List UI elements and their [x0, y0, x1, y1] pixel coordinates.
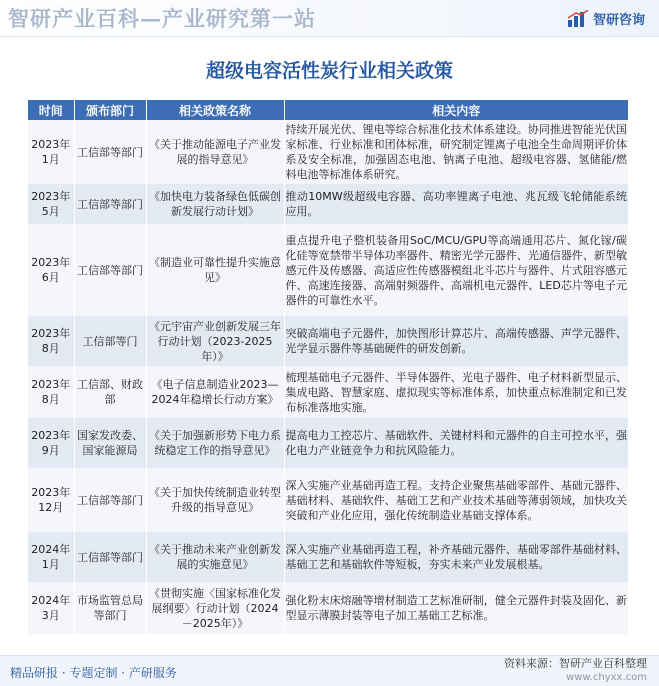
table-row — [28, 468, 628, 532]
cell-time: 2023年8月 — [28, 316, 74, 366]
cell-time: 2024年3月 — [28, 582, 74, 634]
cell-policy-name: 《制造业可靠性提升实施意见》 — [146, 224, 284, 316]
cell-dept: 工信部等部门 — [74, 224, 146, 316]
document-title: 超级电容活性炭行业相关政策 — [205, 60, 453, 82]
table-row — [28, 184, 628, 224]
table-row — [28, 224, 628, 316]
cell-time: 2023年8月 — [28, 366, 74, 418]
cell-dept: 工信部等部门 — [74, 120, 146, 184]
column-header-policy-name: 相关政策名称 — [146, 100, 284, 120]
source-note: 资料来源：智研产业百科整理 — [504, 657, 647, 670]
table-row — [28, 366, 628, 418]
cell-dept: 工信部等部门 — [74, 184, 146, 224]
cell-dept: 工信部等部门 — [74, 468, 146, 532]
cell-content: 推动10MW级超级电容器、高功率锂离子电池、兆瓦级飞轮储能系统应用。 — [284, 184, 628, 224]
brand-logo[interactable] — [567, 9, 645, 28]
cell-dept: 工信部、财政部 — [74, 366, 146, 418]
cell-content: 深入实施产业基础再造工程。支持企业聚焦基础零部件、基础元器件、基础材料、基础软件、基础工艺和产业技术基础等薄弱领域，加快攻关突破和产业化应用，强化传统制造业基础支撑体系。 — [284, 468, 628, 532]
cell-policy-name: 《关于加强新形势下电力系统稳定工作的指导意见》 — [146, 418, 284, 468]
chart-bars-icon — [567, 10, 589, 28]
site-title: 智研产业百科—产业研究第一站 — [8, 6, 316, 31]
cell-policy-name: 《贯彻实施〈国家标准化发展纲要〉行动计划（2024－2025年）》 — [146, 582, 284, 634]
table-row — [28, 582, 628, 634]
cell-policy-name: 《加快电力装备绿色低碳创新发展行动计划》 — [146, 184, 284, 224]
page-footer — [0, 655, 659, 686]
top-banner — [0, 0, 659, 37]
cell-policy-name: 《关于推动能源电子产业发展的指导意见》 — [146, 120, 284, 184]
cell-content: 重点提升电子整机装备用SoC/MCU/GPU等高端通用芯片、氮化镓/碳化硅等宽禁带半导体功率器件、精密光学元器件、光通信器件、新型敏感元件及传感器、高适应性传感器模组北斗芯片与器件、片式阻容感元件、高速连接器、高端射频器件、高端机电元器件、LED芯片等电子元器件的可靠性水平。 — [284, 224, 628, 316]
cell-content: 强化粉末床熔融等增材制造工艺标准研制，健全元器件封装及固化、新型显示薄膜封装等电子加工基础工艺标准。 — [284, 582, 628, 634]
table-header-row — [28, 100, 628, 120]
cell-time: 2023年6月 — [28, 224, 74, 316]
policy-table — [28, 100, 628, 634]
cell-dept: 国家发改委、国家能源局 — [74, 418, 146, 468]
cell-time: 2023年12月 — [28, 468, 74, 532]
cell-time: 2023年5月 — [28, 184, 74, 224]
table-row — [28, 120, 628, 184]
cell-policy-name: 《元宇宙产业创新发展三年行动计划（2023-2025年）》 — [146, 316, 284, 366]
cell-policy-name: 《电子信息制造业2023—2024年稳增长行动方案》 — [146, 366, 284, 418]
column-header-dept: 颁布部门 — [74, 100, 146, 120]
column-header-time: 时间 — [28, 100, 74, 120]
cell-time: 2023年9月 — [28, 418, 74, 468]
cell-policy-name: 《关于推动未来产业创新发展的实施意见》 — [146, 532, 284, 582]
cell-dept: 市场监管总局等部门 — [74, 582, 146, 634]
cell-time: 2024年1月 — [28, 532, 74, 582]
column-header-content: 相关内容 — [284, 100, 628, 120]
table-row — [28, 316, 628, 366]
website-link[interactable]: www.chyxx.com — [566, 672, 647, 683]
table-row — [28, 532, 628, 582]
cell-content: 提高电力工控芯片、基础软件、关键材料和元器件的自主可控水平，强化电力产业链竞争力和抗风险能力。 — [284, 418, 628, 468]
footer-source — [504, 657, 647, 685]
logo-text: 智研咨询 — [592, 13, 645, 28]
cell-dept: 工信部等门 — [74, 316, 146, 366]
footer-services: 精品研报 · 专题定制 · 产研服务 — [10, 666, 177, 680]
cell-time: 2023年1月 — [28, 120, 74, 184]
cell-policy-name: 《关于加快传统制造业转型升级的指导意见》 — [146, 468, 284, 532]
table-row — [28, 418, 628, 468]
cell-content: 梳理基础电子元器件、半导体器件、光电子器件、电子材料新型显示、集成电路、智慧家庭、虚拟现实等标准体系，加快重点标准制定和已发布标准落地实施。 — [284, 366, 628, 418]
cell-content: 持续开展光伏、锂电等综合标准化技术体系建设。协同推进智能光伏国家标准、行业标准和团体标准，研究制定锂离子电池全生命周期评价体系及安全标准，加强固态电池、钠离子电池、超级电容器、氢储能/燃料电池等标准体系研究。 — [284, 120, 628, 184]
cell-content: 深入实施产业基础再造工程，补齐基础元器件、基础零部件基础材料、基础工艺和基础软件等短板，夯实未来产业发展根基。 — [284, 532, 628, 582]
cell-dept: 工信部等部门 — [74, 532, 146, 582]
cell-content: 突破高端电子元器件，加快图形计算芯片、高端传感器、声学元器件、光学显示器件等基础硬件的研发创新。 — [284, 316, 628, 366]
